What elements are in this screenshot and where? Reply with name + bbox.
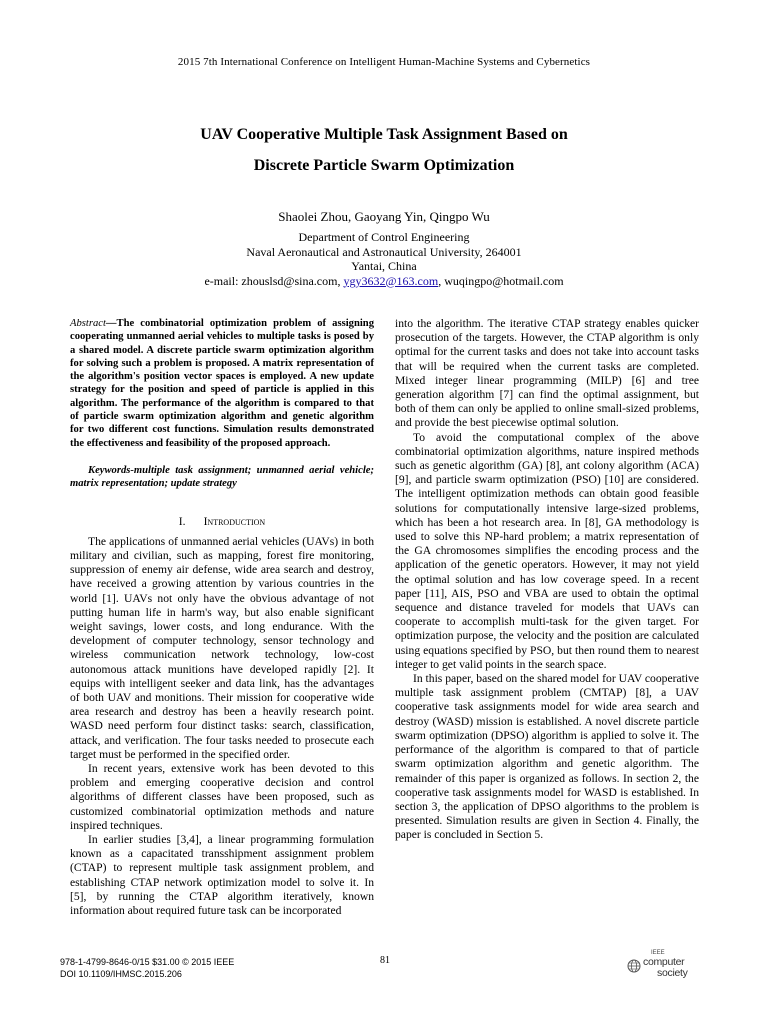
email-prefix: e-mail: zhouslsd@sina.com, bbox=[204, 273, 344, 288]
section-heading-introduction bbox=[70, 515, 374, 529]
doi-line: DOI 10.1109/IHMSC.2015.206 bbox=[60, 969, 182, 979]
email-suffix: , wuqingpo@hotmail.com bbox=[438, 273, 564, 288]
city: Yantai, China bbox=[351, 259, 417, 273]
section-title: Introduction bbox=[203, 514, 266, 528]
ieee-computer-society-logo bbox=[627, 950, 697, 982]
title-line-1: UAV Cooperative Multiple Task Assignment Based on bbox=[200, 126, 568, 143]
paragraph: into the algorithm. The iterative CTAP strategy enables quicker prosecution of the targets. However, the CTAP algorithm is only optimal for the current tasks and does not take into account tasks that will be required when the current tasks are completed. Mixed integer linear programming (MILP) [6] and tree generation algorithm [7] can find the optimal assignment, but both of them can only be applied to online small-sized problems, and provide the best piecewise optimal solution. bbox=[395, 317, 699, 430]
globe-icon bbox=[627, 959, 641, 973]
affiliation-block bbox=[0, 230, 768, 288]
email-link[interactable]: ygy3632@163.com bbox=[343, 273, 439, 288]
paragraph: In earlier studies [3,4], a linear programming formulation known as a capacitated transshipment assignment problem (CTAP) to represent multiple task assignment problem, and establishing CTAP network optimization model to solve it. In [5], by running the CTAP algorithm iteratively, known information about required future task can be incorporated bbox=[70, 833, 374, 918]
logo-computer-text: computer bbox=[643, 956, 685, 968]
keywords: Keywords-multiple task assignment; unmanned aerial vehicle; matrix representation; update strategy bbox=[70, 464, 374, 490]
left-column bbox=[70, 317, 374, 918]
paper-title bbox=[0, 119, 768, 181]
paragraph: To avoid the computational complex of the above combinatorial optimization algorithms, nature inspired methods such as genetic algorithm (GA) [8], ant colony algorithm (ACA) [9], and particle swarm optimization (PSO) [10] are considered. The intelligent optimization methods can obtain good feasible solutions for computationally intensive large-sized problems, which has been a hot research area. In [8], GA methodology is used to solve this NP-hard problem; a matrix representation of the GA chromosomes simplifies the encoding process and the application of the genetic operators. However, it may not yield the optimal solution and has low coverage speed. In a recent paper [11], AIS, PSO and VBA are used to obtain the optimal sequence and distance traveled for models that UAVs can cooperate to accomplish multi-task for the given target. For optimization purpose, the velocity and the position are calculated using equations specified by PSO, but then round them to nearest integer to get valid points in the search space. bbox=[395, 430, 699, 671]
email-line bbox=[0, 274, 768, 289]
author-list: Shaolei Zhou, Gaoyang Yin, Qingpo Wu bbox=[278, 209, 490, 224]
page-number: 81 bbox=[380, 955, 390, 966]
conference-header: 2015 7th International Conference on Intelligent Human-Machine Systems and Cybernetics bbox=[177, 56, 591, 68]
abstract bbox=[70, 317, 374, 450]
title-line-2: Discrete Particle Swarm Optimization bbox=[253, 157, 515, 174]
paragraph: In recent years, extensive work has been devoted to this problem and emerging cooperative decision and control algorithms of different classes have been proposed, such as customized combinatorial optimization methods and nature inspired techniques. bbox=[70, 762, 374, 832]
logo-society-text: society bbox=[657, 967, 688, 979]
section-number: I. bbox=[178, 514, 186, 528]
abstract-text: —The combinatorial optimization problem of assigning cooperating unmanned aerial vehicles to multiple tasks is posed by a shared model. A discrete particle swarm optimization algorithm for solving such a problem is proposed. A matrix representation of the algorithm's position vector spaces is employed. A new update strategy for the position and speed of particle is applied in this algorithm. The performance of the algorithm is compared to that of particle swarm optimization algorithm and genetic algorithm for two different cost functions. Simulation results demonstrated the effectiveness and feasibility of the proposed approach. bbox=[70, 318, 374, 449]
isbn-line: 978-1-4799-8646-0/15 $31.00 © 2015 IEEE bbox=[60, 957, 235, 967]
abstract-label: Abstract bbox=[70, 318, 106, 329]
department: Department of Control Engineering bbox=[298, 230, 470, 244]
paragraph: In this paper, based on the shared model for UAV cooperative multiple task assignment problem (CMTAP) [8], a UAV cooperative task assignments model for wide area search and destroy (WASD) mission is established. A novel discrete particle swarm optimization (DPSO) algorithm is applied to solve it. The performance of the algorithm is compared to that of particle swarm optimization algorithm and genetic algorithm. The remainder of this paper is organized as follows. In section 2, the cooperative task assignments model for WASD is established. In section 3, the application of DPSO algorithms to the problem is presented. Simulation results are given in Section 4. Finally, the paper is concluded in Section 5. bbox=[395, 672, 699, 842]
university: Naval Aeronautical and Astronautical University, 264001 bbox=[246, 244, 522, 259]
right-column bbox=[395, 317, 699, 843]
footer-copyright bbox=[60, 956, 234, 980]
logo-ieee-text: IEEE bbox=[651, 950, 665, 956]
paragraph: The applications of unmanned aerial vehicles (UAVs) in both military and civilian, such as mapping, forest fire monitoring, suppression of enemy air defense, wide area search and destroy, have received a growing attention by various countries in the world [1]. UAVs not only have the obvious advantage of not putting human life in harm's way, but also enable significant weight savings, lower costs, and long endurance. With the development of computer technology, sensor technology and wireless communication network technology, low-cost autonomous attack munitions have developed rapidly [2]. It equips with intelligent seeker and data link, has the advantages of both UAV and monitions. Their mission for cooperative wide area research and destroy has been a heavily research point. WASD need perform four distinct tasks: search, classification, attack, and verification. The four tasks needed to prosecute each target must be performed in the specified order. bbox=[70, 534, 374, 761]
